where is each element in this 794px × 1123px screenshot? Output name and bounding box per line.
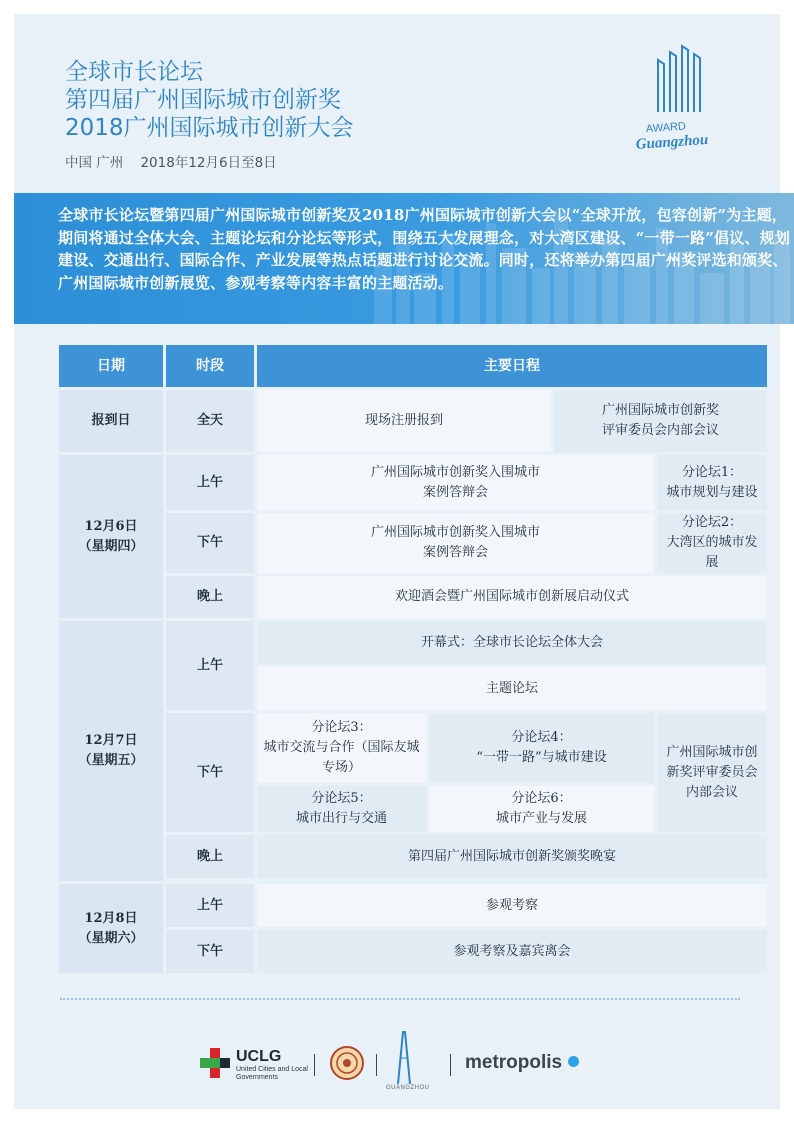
- forum-3-cell: 分论坛3： 城市交流与合作（国际友城专场）: [257, 713, 426, 783]
- slot-pm: 下午: [166, 930, 254, 973]
- table-row: [59, 455, 767, 510]
- header-slot: 时段: [166, 345, 254, 387]
- day-dec6: 12月6日 （星期四）: [59, 455, 163, 618]
- metropolis-dot-icon: [568, 1056, 579, 1067]
- day-registration: 报到日: [59, 390, 163, 452]
- uclg-subtitle: United Cities and Local Governments: [236, 1066, 308, 1081]
- day-dec8: 12月8日 （星期六）: [59, 884, 163, 973]
- award-word: AWARD: [645, 120, 687, 136]
- finalist-defense-am: 广州国际城市创新奖入围城市 案例答辩会: [257, 455, 654, 510]
- table-row: [59, 930, 767, 973]
- title-line-3: 2018广州国际城市创新大会: [65, 115, 354, 141]
- finalist-defense-pm: 广州国际城市创新奖入围城市 案例答辩会: [257, 513, 654, 573]
- table-row: [59, 513, 767, 573]
- jury-meeting-cell: 广州国际城市创新奖 评审委员会内部会议: [554, 390, 767, 452]
- uclg-logo-icon: [200, 1048, 232, 1078]
- theme-forum-cell: 主题论坛: [257, 667, 767, 710]
- forum-4-cell: 分论坛4： “一带一路”与城市建设: [429, 713, 654, 783]
- guangzhou-label: GUANGZHOU: [386, 1085, 430, 1091]
- slot-pm: 下午: [166, 713, 254, 832]
- slot-evening: 晚上: [166, 576, 254, 618]
- header-program: 主要日程: [257, 345, 767, 387]
- forum-5-cell: 分论坛5： 城市出行与交通: [257, 786, 426, 832]
- uclg-name: UCLG: [236, 1048, 282, 1065]
- metropolis-logo: [465, 1052, 579, 1074]
- intro-banner: [14, 193, 794, 324]
- slot-pm: 下午: [166, 513, 254, 573]
- intro-text: 全球市长论坛暨第四届广州国际城市创新奖及2018广州国际城市创新大会以“全球开放，包容创新”为主题，期间将通过全体大会、主题论坛和分论坛等形式，围绕五大发展理念，对大湾区建设、“一带一路”倡议、规划建设、交通出行、国际合作、产业发展等热点话题进行讨论交流。同时，还将举办第四届广州奖评选和颁奖、广州国际城市创新展览、参观考察等内容丰富的主题活动。: [58, 206, 791, 292]
- title-line-2: 第四届广州国际城市创新奖: [65, 87, 341, 113]
- canton-tower-icon: [390, 1028, 418, 1086]
- table-row: [59, 621, 767, 664]
- slot-allday: 全天: [166, 390, 254, 452]
- title-line-1: 全球市长论坛: [65, 59, 203, 85]
- location-date: 中国 广州 2018年12月6日至8日: [65, 155, 277, 171]
- separator: [314, 1054, 315, 1076]
- forum-1-cell: 分论坛1： 城市规划与建设: [657, 455, 767, 510]
- departure-cell: 参观考察及嘉宾离会: [257, 930, 767, 973]
- metropolis-word: metropolis: [465, 1052, 563, 1073]
- table-row: [59, 884, 767, 927]
- dotted-divider: [60, 998, 740, 1000]
- separator: [450, 1054, 451, 1076]
- forum-2-cell: 分论坛2： 大湾区的城市发展: [657, 513, 767, 573]
- table-row: [59, 390, 767, 452]
- day-dec7: 12月7日 （星期五）: [59, 621, 163, 881]
- slot-am: 上午: [166, 884, 254, 927]
- sponsor-logos: [200, 1028, 620, 1098]
- event-title: [65, 58, 354, 142]
- city-seal-icon: [330, 1046, 364, 1080]
- slot-am: 上午: [166, 621, 254, 710]
- award-guangzhou-logo: [628, 42, 738, 162]
- slot-am: 上午: [166, 455, 254, 510]
- opening-ceremony-cell: 开幕式：全球市长论坛全体大会: [257, 621, 767, 664]
- guangzhou-word: Guangzhou: [635, 131, 709, 153]
- table-header-row: [59, 345, 767, 387]
- slot-evening: 晚上: [166, 835, 254, 878]
- separator: [376, 1054, 377, 1076]
- schedule-table: [56, 342, 770, 976]
- welcome-reception-cell: 欢迎酒会暨广州国际城市创新展启动仪式: [257, 576, 767, 618]
- registration-cell: 现场注册报到: [257, 390, 551, 452]
- site-visit-cell: 参观考察: [257, 884, 767, 927]
- table-row: [59, 713, 767, 783]
- forum-6-cell: 分论坛6： 城市产业与发展: [429, 786, 654, 832]
- award-logo-icon: [628, 42, 738, 162]
- table-row: [59, 835, 767, 878]
- award-banquet-cell: 第四届广州国际城市创新奖颁奖晚宴: [257, 835, 767, 878]
- header-date: 日期: [59, 345, 163, 387]
- table-row: [59, 576, 767, 618]
- jury-meeting-cell: 广州国际城市创新奖评审委员会内部会议: [657, 713, 767, 832]
